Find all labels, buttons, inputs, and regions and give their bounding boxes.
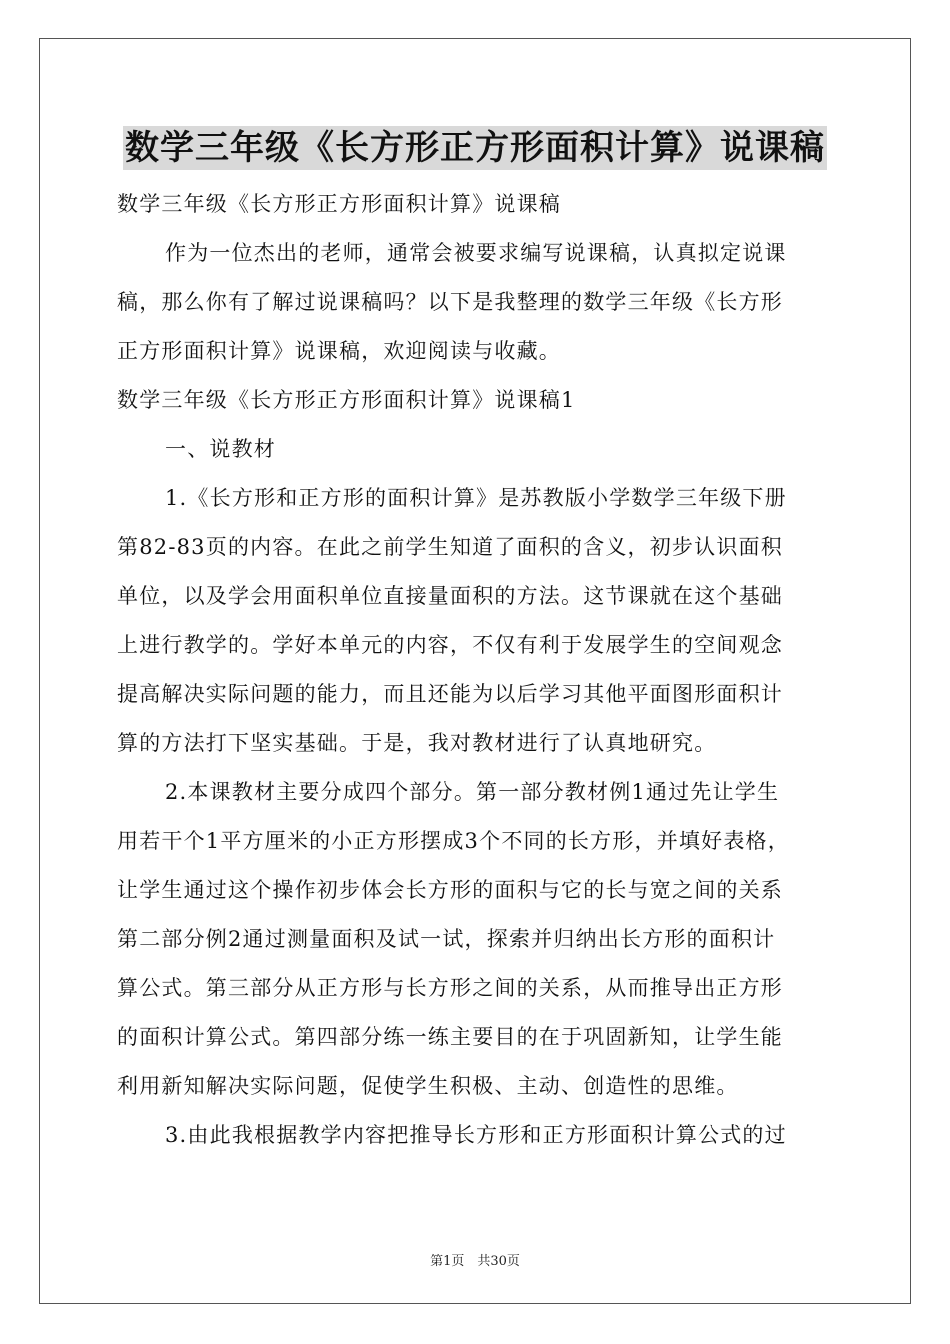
subtitle: 数学三年级《长方形正方形面积计算》说课稿 (117, 192, 561, 216)
paragraph-line: 单位，以及学会用面积单位直接量面积的方法。这节课就在这个基础 (117, 584, 783, 608)
paragraph-1 (117, 474, 837, 768)
paragraph-line: 作为一位杰出的老师，通常会被要求编写说课稿，认真拟定说课 (165, 241, 787, 265)
paragraph-line: 算公式。第三部分从正方形与长方形之间的关系，从而推导出正方形 (117, 976, 783, 1000)
document-title (0, 126, 950, 170)
paragraph-line: 第二部分例2通过测量面积及试一试，探索并归纳出长方形的面积计 (117, 927, 776, 951)
paragraph-line: 上进行教学的。学好本单元的内容，不仅有利于发展学生的空间观念 (117, 633, 783, 657)
paragraph-line: 用若干个1平方厘米的小正方形摆成3个不同的长方形，并填好表格， (117, 829, 790, 853)
paragraph-line: 利用新知解决实际问题，促使学生积极、主动、创造性的思维。 (117, 1074, 739, 1098)
paragraph-line: 1.《长方形和正方形的面积计算》是苏教版小学数学三年级下册 (165, 486, 787, 510)
paragraph-line: 正方形面积计算》说课稿，欢迎阅读与收藏。 (117, 339, 561, 363)
paragraph-line: 稿，那么你有了解过说课稿吗？以下是我整理的数学三年级《长方形 (117, 290, 783, 314)
paragraph-line: 提高解决实际问题的能力，而且还能为以后学习其他平面图形面积计 (117, 682, 783, 706)
paragraph-2 (117, 768, 837, 1111)
paragraph-line: 3.由此我根据教学内容把推导长方形和正方形面积计算公式的过 (165, 1123, 787, 1147)
page-footer (0, 1250, 950, 1269)
intro-paragraph (117, 229, 837, 376)
paragraph-line: 的面积计算公式。第四部分练一练主要目的在于巩固新知，让学生能 (117, 1025, 783, 1049)
document-title-text: 数学三年级《长方形正方形面积计算》说课稿 (125, 128, 825, 168)
section-title: 数学三年级《长方形正方形面积计算》说课稿1 (117, 388, 576, 412)
document-body (117, 180, 837, 1160)
paragraph-line: 2.本课教材主要分成四个部分。第一部分教材例1通过先让学生 (165, 780, 780, 804)
paragraph-line: 第82-83页的内容。在此之前学生知道了面积的含义，初步认识面积 (117, 535, 783, 559)
page-number: 第1页 共30页 (430, 1254, 520, 1269)
heading-textbook: 一、说教材 (165, 437, 276, 461)
paragraph-line: 算的方法打下坚实基础。于是，我对教材进行了认真地研究。 (117, 731, 717, 755)
paragraph-line: 让学生通过这个操作初步体会长方形的面积与它的长与宽之间的关系 (117, 878, 783, 902)
paragraph-3 (117, 1111, 837, 1160)
